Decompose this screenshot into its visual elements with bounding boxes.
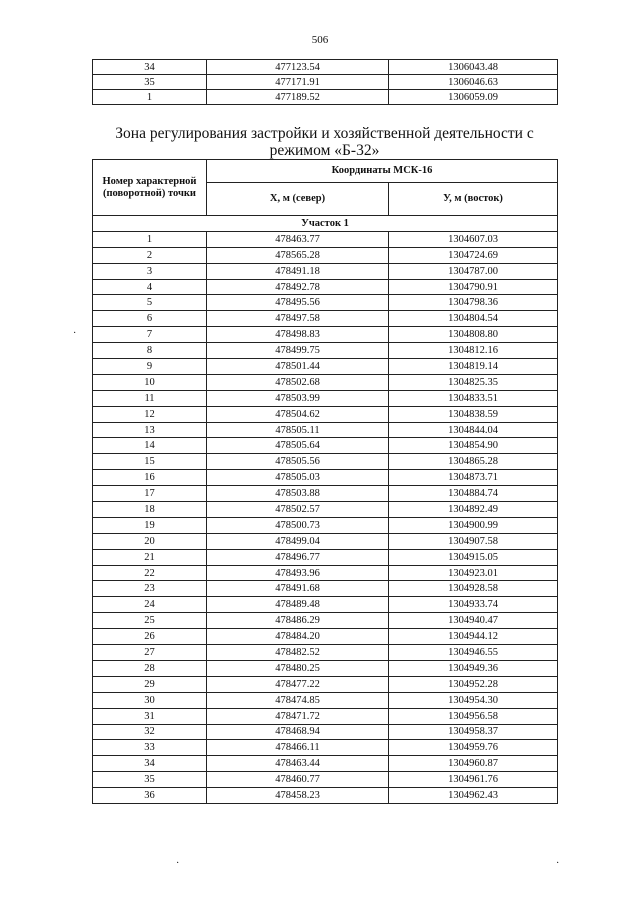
point-number-cell: 28	[93, 660, 207, 676]
table-row	[93, 438, 558, 454]
section-label: Участок 1	[93, 216, 558, 232]
point-number-cell: 22	[93, 565, 207, 581]
y-coordinate-cell: 1304865.28	[389, 454, 558, 470]
scan-mark: ·	[176, 858, 180, 869]
point-number-cell: 15	[93, 454, 207, 470]
y-coordinate-cell: 1304884.74	[389, 486, 558, 502]
y-coordinate-cell: 1304907.58	[389, 533, 558, 549]
y-coordinate-cell: 1304962.43	[389, 788, 558, 804]
table-row	[93, 660, 558, 676]
x-coordinate-cell: 478505.64	[207, 438, 389, 454]
y-coordinate-cell: 1304928.58	[389, 581, 558, 597]
point-number-cell: 26	[93, 629, 207, 645]
y-coordinate-cell: 1304844.04	[389, 422, 558, 438]
table-row	[93, 549, 558, 565]
point-number-cell: 34	[93, 60, 207, 75]
x-coordinate-cell: 478477.22	[207, 676, 389, 692]
y-coordinate-cell: 1304940.47	[389, 613, 558, 629]
y-coordinate-cell: 1306043.48	[389, 60, 558, 75]
y-coordinate-cell: 1306046.63	[389, 75, 558, 90]
table-row	[93, 692, 558, 708]
y-coordinate-cell: 1304833.51	[389, 390, 558, 406]
section-title: Зона регулирования застройки и хозяйственной деятельности с режимом «Б-32»	[115, 125, 534, 159]
table-row	[93, 565, 558, 581]
table-row	[93, 645, 558, 661]
point-number-cell: 17	[93, 486, 207, 502]
x-coordinate-cell: 478495.56	[207, 295, 389, 311]
coordinates-table	[92, 159, 558, 804]
x-coordinate-cell: 478496.77	[207, 549, 389, 565]
header-point-number: Номер характерной (поворотной) точки	[93, 160, 207, 216]
point-number-cell: 2	[93, 247, 207, 263]
point-number-cell: 36	[93, 788, 207, 804]
table-header	[93, 160, 558, 216]
x-coordinate-cell: 478460.77	[207, 772, 389, 788]
y-coordinate-cell: 1304798.36	[389, 295, 558, 311]
table-body	[93, 216, 558, 804]
point-number-cell: 35	[93, 75, 207, 90]
point-number-cell: 19	[93, 517, 207, 533]
point-number-cell: 21	[93, 549, 207, 565]
x-coordinate-cell: 478502.57	[207, 502, 389, 518]
x-coordinate-cell: 478471.72	[207, 708, 389, 724]
table-row	[93, 788, 558, 804]
x-coordinate-cell: 478503.88	[207, 486, 389, 502]
x-coordinate-cell: 478489.48	[207, 597, 389, 613]
y-coordinate-cell: 1304854.90	[389, 438, 558, 454]
top-coordinates-table	[92, 59, 558, 105]
scan-mark: ·	[556, 858, 560, 869]
table-row	[93, 231, 558, 247]
table-row	[93, 406, 558, 422]
table-row	[93, 581, 558, 597]
table-row	[93, 374, 558, 390]
point-number-cell: 3	[93, 263, 207, 279]
table-row	[93, 772, 558, 788]
y-coordinate-cell: 1304949.36	[389, 660, 558, 676]
table-row	[93, 90, 558, 105]
header-y: У, м (восток)	[389, 183, 558, 216]
x-coordinate-cell: 478468.94	[207, 724, 389, 740]
point-number-cell: 29	[93, 676, 207, 692]
x-coordinate-cell: 478463.77	[207, 231, 389, 247]
x-coordinate-cell: 478492.78	[207, 279, 389, 295]
x-coordinate-cell: 478565.28	[207, 247, 389, 263]
x-coordinate-cell: 478497.58	[207, 311, 389, 327]
y-coordinate-cell: 1304956.58	[389, 708, 558, 724]
scan-mark: ·	[73, 328, 77, 339]
table-row	[93, 390, 558, 406]
y-coordinate-cell: 1304923.01	[389, 565, 558, 581]
y-coordinate-cell: 1304819.14	[389, 359, 558, 375]
point-number-cell: 33	[93, 740, 207, 756]
y-coordinate-cell: 1304787.00	[389, 263, 558, 279]
point-number-cell: 8	[93, 343, 207, 359]
table-row	[93, 359, 558, 375]
x-coordinate-cell: 477171.91	[207, 75, 389, 90]
point-number-cell: 25	[93, 613, 207, 629]
point-number-cell: 27	[93, 645, 207, 661]
table-row	[93, 740, 558, 756]
x-coordinate-cell: 477189.52	[207, 90, 389, 105]
x-coordinate-cell: 478480.25	[207, 660, 389, 676]
x-coordinate-cell: 478491.68	[207, 581, 389, 597]
point-number-cell: 30	[93, 692, 207, 708]
y-coordinate-cell: 1304825.35	[389, 374, 558, 390]
x-coordinate-cell: 478500.73	[207, 517, 389, 533]
x-coordinate-cell: 478499.75	[207, 343, 389, 359]
point-number-cell: 12	[93, 406, 207, 422]
table-row	[93, 295, 558, 311]
y-coordinate-cell: 1304960.87	[389, 756, 558, 772]
y-coordinate-cell: 1304873.71	[389, 470, 558, 486]
x-coordinate-cell: 478505.03	[207, 470, 389, 486]
point-number-cell: 9	[93, 359, 207, 375]
y-coordinate-cell: 1304944.12	[389, 629, 558, 645]
y-coordinate-cell: 1304804.54	[389, 311, 558, 327]
table-row	[93, 343, 558, 359]
table-row	[93, 517, 558, 533]
table-row	[93, 422, 558, 438]
table-row	[93, 613, 558, 629]
y-coordinate-cell: 1304952.28	[389, 676, 558, 692]
point-number-cell: 13	[93, 422, 207, 438]
table-row	[93, 327, 558, 343]
point-number-cell: 10	[93, 374, 207, 390]
x-coordinate-cell: 478484.20	[207, 629, 389, 645]
table-row	[93, 470, 558, 486]
x-coordinate-cell: 478493.96	[207, 565, 389, 581]
y-coordinate-cell: 1304933.74	[389, 597, 558, 613]
table-row	[93, 724, 558, 740]
x-coordinate-cell: 478502.68	[207, 374, 389, 390]
point-number-cell: 35	[93, 772, 207, 788]
point-number-cell: 1	[93, 231, 207, 247]
table-row	[93, 756, 558, 772]
table-row	[93, 486, 558, 502]
y-coordinate-cell: 1304961.76	[389, 772, 558, 788]
point-number-cell: 24	[93, 597, 207, 613]
point-number-cell: 23	[93, 581, 207, 597]
y-coordinate-cell: 1306059.09	[389, 90, 558, 105]
point-number-cell: 32	[93, 724, 207, 740]
header-x: X, м (север)	[207, 183, 389, 216]
point-number-cell: 7	[93, 327, 207, 343]
y-coordinate-cell: 1304958.37	[389, 724, 558, 740]
y-coordinate-cell: 1304900.99	[389, 517, 558, 533]
point-number-cell: 1	[93, 90, 207, 105]
y-coordinate-cell: 1304838.59	[389, 406, 558, 422]
point-number-cell: 34	[93, 756, 207, 772]
y-coordinate-cell: 1304724.69	[389, 247, 558, 263]
y-coordinate-cell: 1304954.30	[389, 692, 558, 708]
header-coordinates: Координаты МСК-16	[207, 160, 558, 183]
table-row	[93, 279, 558, 295]
table-row	[93, 629, 558, 645]
x-coordinate-cell: 478474.85	[207, 692, 389, 708]
point-number-cell: 16	[93, 470, 207, 486]
table-row	[93, 676, 558, 692]
x-coordinate-cell: 478463.44	[207, 756, 389, 772]
table-row	[93, 247, 558, 263]
x-coordinate-cell: 477123.54	[207, 60, 389, 75]
section-row	[93, 216, 558, 232]
point-number-cell: 5	[93, 295, 207, 311]
y-coordinate-cell: 1304812.16	[389, 343, 558, 359]
table-row	[93, 502, 558, 518]
table-row	[93, 454, 558, 470]
x-coordinate-cell: 478458.23	[207, 788, 389, 804]
x-coordinate-cell: 478501.44	[207, 359, 389, 375]
table-row	[93, 533, 558, 549]
point-number-cell: 20	[93, 533, 207, 549]
point-number-cell: 14	[93, 438, 207, 454]
table-row	[93, 708, 558, 724]
table-row	[93, 597, 558, 613]
table-row	[93, 263, 558, 279]
point-number-cell: 4	[93, 279, 207, 295]
point-number-cell: 18	[93, 502, 207, 518]
table-row	[93, 75, 558, 90]
x-coordinate-cell: 478505.11	[207, 422, 389, 438]
y-coordinate-cell: 1304959.76	[389, 740, 558, 756]
y-coordinate-cell: 1304808.80	[389, 327, 558, 343]
y-coordinate-cell: 1304607.03	[389, 231, 558, 247]
x-coordinate-cell: 478482.52	[207, 645, 389, 661]
point-number-cell: 11	[93, 390, 207, 406]
y-coordinate-cell: 1304892.49	[389, 502, 558, 518]
x-coordinate-cell: 478486.29	[207, 613, 389, 629]
x-coordinate-cell: 478504.62	[207, 406, 389, 422]
x-coordinate-cell: 478499.04	[207, 533, 389, 549]
table-row	[93, 60, 558, 75]
y-coordinate-cell: 1304946.55	[389, 645, 558, 661]
table-row	[93, 311, 558, 327]
y-coordinate-cell: 1304915.05	[389, 549, 558, 565]
page-number: 506	[311, 34, 329, 46]
y-coordinate-cell: 1304790.91	[389, 279, 558, 295]
top-table-body	[93, 60, 558, 105]
x-coordinate-cell: 478503.99	[207, 390, 389, 406]
point-number-cell: 31	[93, 708, 207, 724]
x-coordinate-cell: 478498.83	[207, 327, 389, 343]
x-coordinate-cell: 478466.11	[207, 740, 389, 756]
x-coordinate-cell: 478491.18	[207, 263, 389, 279]
x-coordinate-cell: 478505.56	[207, 454, 389, 470]
point-number-cell: 6	[93, 311, 207, 327]
